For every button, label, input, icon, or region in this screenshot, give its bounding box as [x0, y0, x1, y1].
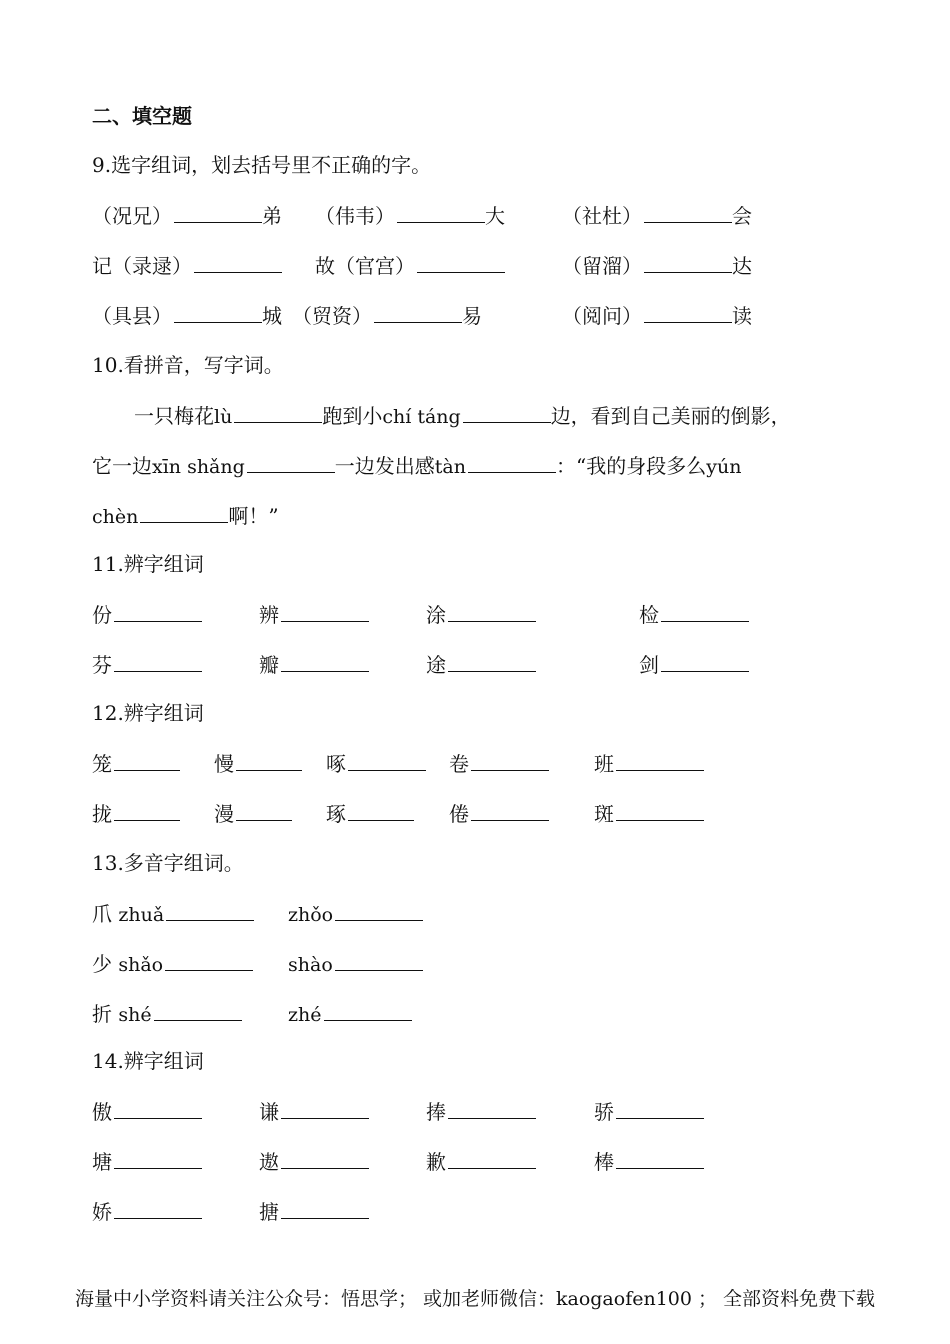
q12-item [92, 798, 180, 829]
word-blank[interactable] [114, 748, 180, 771]
pinyin-prompt: shǎo [118, 954, 164, 976]
q11-item [426, 599, 536, 630]
word-blank[interactable] [114, 1096, 202, 1119]
q9-blank[interactable] [644, 200, 732, 223]
section-title: 二、填空题 [92, 104, 192, 128]
char: 份 [92, 603, 112, 627]
q13-item [288, 998, 412, 1030]
q13-prompt-row [0, 848, 950, 878]
q14-item [92, 1196, 202, 1227]
q9-item-char: 弟 [262, 204, 282, 228]
q14-item [92, 1146, 202, 1177]
pinyin-blank[interactable] [140, 500, 228, 523]
q9-blank[interactable] [174, 200, 262, 223]
q10-line-3 [0, 500, 950, 530]
q9-item [292, 300, 482, 331]
char: 棒 [594, 1150, 614, 1174]
pinyin-blank[interactable] [463, 400, 551, 423]
q9-blank[interactable] [644, 300, 732, 323]
q9-item-char: 易 [462, 304, 482, 328]
char: 娇 [92, 1200, 112, 1224]
char: 班 [594, 752, 614, 776]
word-blank[interactable] [281, 1196, 369, 1219]
q14-item [259, 1096, 369, 1127]
q14-row-3 [0, 1196, 950, 1226]
q9-item [562, 250, 752, 281]
q9-item [92, 250, 282, 281]
q14-item [259, 1196, 369, 1227]
char: 辨 [259, 603, 279, 627]
pinyin-prompt: xīn shǎng [152, 456, 245, 478]
passage-text: 边，看到自己美丽的倒影， [550, 404, 791, 428]
q10-prompt: 10.看拼音，写字词。 [92, 353, 284, 377]
char: 笼 [92, 752, 112, 776]
pinyin-prompt: shé [118, 1004, 152, 1026]
q9-blank[interactable] [397, 200, 485, 223]
q12-item [92, 748, 180, 779]
word-blank[interactable] [281, 1146, 369, 1169]
passage-text: 一只梅花 [134, 404, 214, 428]
char: 剑 [639, 653, 659, 677]
q12-prompt-row [0, 698, 950, 728]
q9-item-char: 读 [732, 304, 752, 328]
page-footer: 海量中小学资料请关注公众号：悟思学； 或加老师微信：kaogaofen100 ； 全部资料免费下载 [74, 1288, 876, 1310]
word-blank[interactable] [616, 798, 704, 821]
char: 瓣 [259, 653, 279, 677]
q13-item [92, 948, 253, 980]
q9-prompt-row [0, 150, 950, 180]
q11-item [259, 599, 369, 630]
word-blank[interactable] [661, 649, 749, 672]
q9-item-choice: （留溜） [562, 254, 642, 278]
pinyin-prompt: yún [706, 456, 742, 478]
q14-row-2 [0, 1146, 950, 1176]
char: 拢 [92, 802, 112, 826]
q11-item [639, 649, 749, 680]
char: 骄 [594, 1100, 614, 1124]
q11-item [639, 599, 749, 630]
passage-text: 一边发出感 [334, 454, 435, 478]
pinyin-prompt: zhǒo [288, 904, 334, 926]
q12-row-2 [0, 798, 950, 828]
q9-item-choice: （贸资） [292, 304, 372, 328]
q9-blank[interactable] [644, 250, 732, 273]
q13-row-2 [0, 948, 950, 978]
q13-item [288, 898, 423, 930]
q14-prompt-row [0, 1046, 950, 1076]
q13-row-1 [0, 898, 950, 928]
q9-item [92, 300, 282, 331]
char: 傲 [92, 1100, 112, 1124]
char: 途 [426, 653, 446, 677]
q9-item-choice: （况兄） [92, 204, 172, 228]
word-blank[interactable] [661, 599, 749, 622]
q12-item [326, 798, 414, 829]
q9-item-char: 达 [732, 254, 752, 278]
q9-row-1 [0, 200, 950, 230]
pinyin-prompt: shào [288, 954, 333, 976]
q11-item [259, 649, 369, 680]
q9-item-char: 会 [732, 204, 752, 228]
char: 漫 [214, 802, 234, 826]
pinyin-blank[interactable] [247, 450, 335, 473]
char: 遨 [259, 1150, 279, 1174]
pinyin-blank[interactable] [234, 400, 322, 423]
q14-row-1 [0, 1096, 950, 1126]
char: 斑 [594, 802, 614, 826]
passage-text: 它一边 [92, 454, 152, 478]
q10-passage [92, 450, 741, 482]
word-blank[interactable] [154, 998, 242, 1021]
pinyin-prompt: zhé [288, 1004, 322, 1026]
passage-text: 跑到小 [322, 404, 383, 428]
q11-row-1 [0, 599, 950, 629]
word-blank[interactable] [448, 1096, 536, 1119]
word-blank[interactable] [114, 649, 202, 672]
word-blank[interactable] [114, 599, 202, 622]
q14-item [426, 1096, 536, 1127]
q14-item [594, 1096, 704, 1127]
q12-prompt: 12.辨字组词 [92, 701, 204, 725]
q11-item [92, 599, 202, 630]
q9-item-char: 大 [485, 204, 505, 228]
char: 折 [92, 1002, 112, 1026]
q10-line-2 [0, 450, 950, 480]
q10-line-1 [0, 400, 950, 430]
q9-item [562, 200, 752, 231]
q14-item [426, 1146, 536, 1177]
q10-prompt-row [0, 350, 950, 380]
word-blank[interactable] [471, 748, 549, 771]
q12-item [594, 748, 704, 779]
q10-passage [92, 500, 279, 532]
word-blank[interactable] [324, 998, 412, 1021]
q11-item [92, 649, 202, 680]
char: 卷 [449, 752, 469, 776]
word-blank[interactable] [448, 599, 536, 622]
word-blank[interactable] [616, 1146, 704, 1169]
q11-prompt: 11.辨字组词 [92, 552, 204, 576]
word-blank[interactable] [114, 1146, 202, 1169]
q13-row-3 [0, 998, 950, 1028]
q12-item [326, 748, 426, 779]
q11-prompt-row [0, 549, 950, 579]
word-blank[interactable] [448, 1146, 536, 1169]
q12-item [449, 748, 549, 779]
char: 倦 [449, 802, 469, 826]
word-blank[interactable] [114, 1196, 202, 1219]
char: 捧 [426, 1100, 446, 1124]
q12-item [214, 798, 292, 829]
q9-item-choice: 故（官宫） [315, 254, 415, 278]
char: 琢 [326, 802, 346, 826]
q9-item-choice: （社杜） [562, 204, 642, 228]
word-blank[interactable] [335, 898, 423, 921]
q13-item [288, 948, 423, 980]
passage-text: ：“我的身段多么 [556, 454, 707, 478]
word-blank[interactable] [281, 1096, 369, 1119]
pinyin-prompt: lù [214, 406, 233, 428]
word-blank[interactable] [616, 748, 704, 771]
pinyin-prompt: zhuǎ [118, 904, 165, 926]
q9-item-choice: （伟韦） [315, 204, 395, 228]
word-blank[interactable] [335, 948, 423, 971]
q13-item [92, 898, 254, 930]
q10-passage [134, 400, 791, 432]
q13-item [92, 998, 242, 1030]
char: 谦 [259, 1100, 279, 1124]
q9-blank[interactable] [174, 300, 262, 323]
q9-item-choice: （阅问） [562, 304, 642, 328]
char: 检 [639, 603, 659, 627]
q12-row-1 [0, 748, 950, 778]
word-blank[interactable] [471, 798, 549, 821]
q14-item [259, 1146, 369, 1177]
q9-item [562, 300, 752, 331]
q9-row-3 [0, 300, 950, 330]
q9-item-choice: （具县） [92, 304, 172, 328]
char: 少 [92, 952, 112, 976]
word-blank[interactable] [236, 798, 292, 821]
word-blank[interactable] [348, 748, 426, 771]
q9-item [315, 250, 505, 281]
q14-item [594, 1146, 704, 1177]
char: 啄 [326, 752, 346, 776]
passage-text: 啊！” [228, 504, 279, 528]
word-blank[interactable] [448, 649, 536, 672]
q13-prompt: 13.多音字组词。 [92, 851, 244, 875]
q9-prompt: 9.选字组词，划去括号里不正确的字。 [92, 153, 432, 177]
q9-blank[interactable] [194, 250, 282, 273]
q11-item [426, 649, 536, 680]
q9-row-2 [0, 250, 950, 280]
word-blank[interactable] [165, 948, 253, 971]
char: 歉 [426, 1150, 446, 1174]
q12-item [214, 748, 302, 779]
q14-item [92, 1096, 202, 1127]
q9-item [92, 200, 282, 231]
pinyin-prompt: chí táng [382, 406, 461, 428]
char: 塘 [92, 1150, 112, 1174]
pinyin-blank[interactable] [468, 450, 556, 473]
char: 搪 [259, 1200, 279, 1224]
char: 涂 [426, 603, 446, 627]
word-blank[interactable] [281, 599, 369, 622]
word-blank[interactable] [114, 798, 180, 821]
char: 爪 [92, 902, 112, 926]
q12-item [594, 798, 704, 829]
section-title-row [0, 101, 950, 131]
word-blank[interactable] [616, 1096, 704, 1119]
pinyin-prompt: tàn [434, 456, 466, 478]
char: 芬 [92, 653, 112, 677]
q9-item-char: 城 [262, 304, 282, 328]
pinyin-prompt: chèn [92, 506, 139, 528]
q9-blank[interactable] [417, 250, 505, 273]
q9-item [315, 200, 505, 231]
word-blank[interactable] [281, 649, 369, 672]
q11-row-2 [0, 649, 950, 679]
word-blank[interactable] [236, 748, 302, 771]
q14-prompt: 14.辨字组词 [92, 1049, 204, 1073]
char: 慢 [214, 752, 234, 776]
word-blank[interactable] [166, 898, 254, 921]
word-blank[interactable] [348, 798, 414, 821]
q9-blank[interactable] [374, 300, 462, 323]
q9-item-choice: 记（录逯） [92, 254, 192, 278]
q12-item [449, 798, 549, 829]
